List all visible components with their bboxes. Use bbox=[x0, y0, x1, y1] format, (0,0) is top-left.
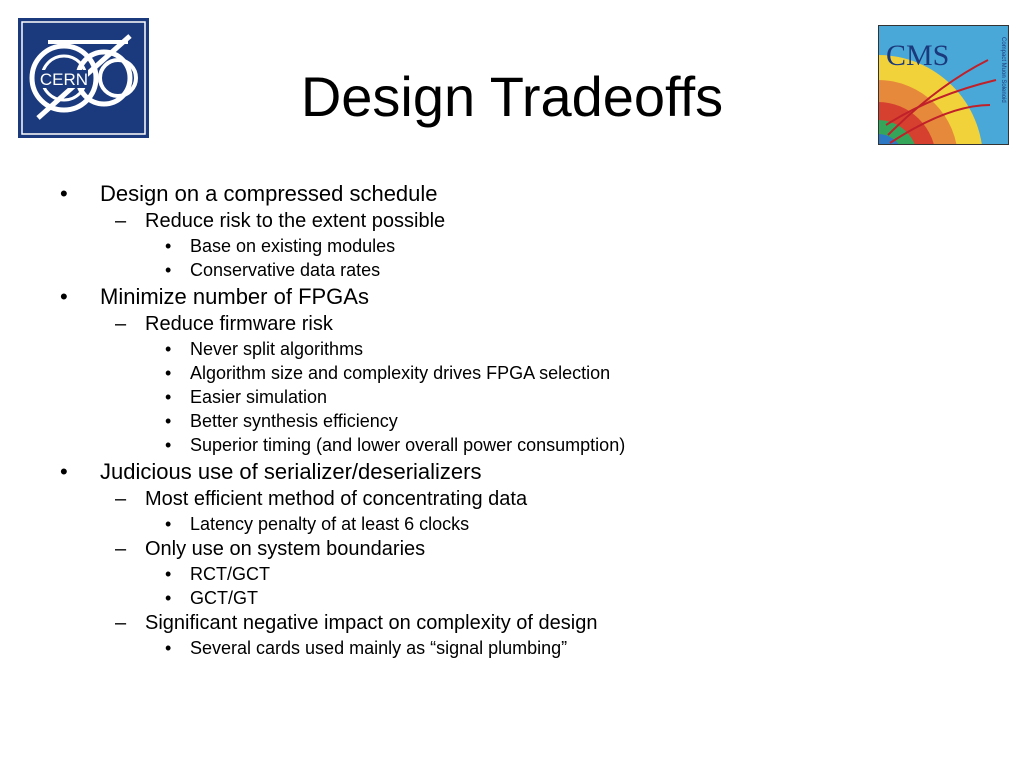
bullet-text: RCT/GCT bbox=[190, 564, 270, 584]
bullet-marker: • bbox=[165, 514, 172, 534]
bullet-level-2 bbox=[0, 535, 1000, 561]
bullet-text: Minimize number of FPGAs bbox=[100, 284, 369, 309]
bullet-level-3 bbox=[0, 360, 1000, 384]
bullet-text: Base on existing modules bbox=[190, 236, 396, 256]
bullet-marker: • bbox=[165, 411, 172, 431]
bullet-text: Latency penalty of at least 6 clocks bbox=[190, 514, 470, 534]
bullet-marker: • bbox=[60, 284, 68, 309]
bullet-marker: • bbox=[165, 387, 172, 407]
bullet-marker: • bbox=[165, 363, 172, 383]
bullet-level-2 bbox=[0, 609, 1000, 635]
bullet-level-1 bbox=[0, 178, 1000, 207]
bullet-text: Never split algorithms bbox=[190, 339, 364, 359]
dash-marker: – bbox=[115, 612, 127, 634]
bullet-list bbox=[0, 178, 1000, 659]
bullet-level-2 bbox=[0, 310, 1000, 336]
dash-marker: – bbox=[115, 210, 127, 232]
bullet-level-3 bbox=[0, 635, 1000, 659]
bullet-marker: • bbox=[165, 564, 172, 584]
cms-logo-subtext: Compact Muon Solenoid bbox=[1000, 37, 1006, 103]
bullet-marker: • bbox=[165, 236, 172, 256]
bullet-level-2 bbox=[0, 207, 1000, 233]
bullet-text: Easier simulation bbox=[190, 387, 328, 407]
bullet-level-1 bbox=[0, 281, 1000, 310]
bullet-text: Reduce risk to the extent possible bbox=[145, 210, 446, 232]
cern-logo-text: CERN bbox=[39, 70, 89, 89]
bullet-level-3 bbox=[0, 511, 1000, 535]
bullet-level-3 bbox=[0, 432, 1000, 456]
bullet-text: Reduce firmware risk bbox=[145, 313, 333, 335]
bullet-text: GCT/GT bbox=[190, 588, 258, 608]
bullet-text: Algorithm size and complexity drives FPGA selection bbox=[190, 363, 611, 383]
bullet-level-3 bbox=[0, 336, 1000, 360]
bullet-level-3 bbox=[0, 561, 1000, 585]
dash-marker: – bbox=[115, 538, 127, 560]
bullet-level-3 bbox=[0, 585, 1000, 609]
bullet-level-2 bbox=[0, 485, 1000, 511]
bullet-text: Judicious use of serializer/deserializers bbox=[100, 459, 482, 484]
bullet-marker: • bbox=[165, 260, 172, 280]
dash-marker: – bbox=[115, 488, 127, 510]
bullet-text: Significant negative impact on complexity of design bbox=[145, 612, 598, 634]
bullet-marker: • bbox=[60, 459, 68, 484]
bullet-text: Several cards used mainly as “signal plumbing” bbox=[190, 638, 568, 658]
bullet-text: Conservative data rates bbox=[190, 260, 381, 280]
bullet-text: Better synthesis efficiency bbox=[190, 411, 398, 431]
bullet-text: Design on a compressed schedule bbox=[100, 181, 438, 206]
bullet-text: Superior timing (and lower overall power consumption) bbox=[190, 435, 626, 455]
slide-title: Design Tradeoffs bbox=[300, 65, 724, 128]
bullet-marker: • bbox=[165, 588, 172, 608]
bullet-text: Only use on system boundaries bbox=[145, 538, 426, 560]
bullet-level-1 bbox=[0, 456, 1000, 485]
bullet-marker: • bbox=[165, 638, 172, 658]
dash-marker: – bbox=[115, 313, 127, 335]
bullet-level-3 bbox=[0, 257, 1000, 281]
bullet-level-3 bbox=[0, 233, 1000, 257]
cms-logo-text: CMS bbox=[886, 39, 950, 72]
bullet-marker: • bbox=[165, 339, 172, 359]
bullet-marker: • bbox=[165, 435, 172, 455]
bullet-level-3 bbox=[0, 408, 1000, 432]
bullet-marker: • bbox=[60, 181, 68, 206]
bullet-text: Most efficient method of concentrating data bbox=[145, 488, 528, 510]
bullet-level-3 bbox=[0, 384, 1000, 408]
